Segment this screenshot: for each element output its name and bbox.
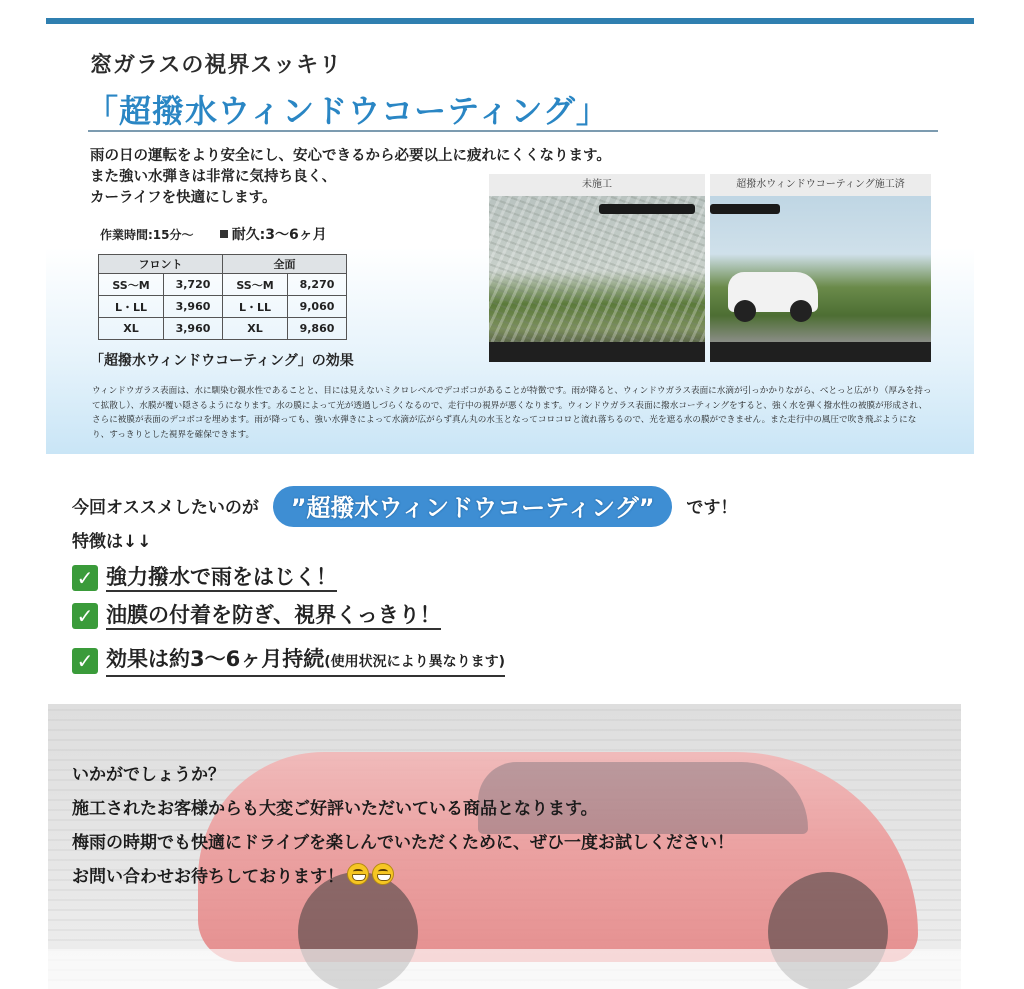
- feature-item: [72, 600, 441, 632]
- intro-line: また強い水弾きは非常に気持ち良く、: [90, 169, 337, 185]
- checkmark-icon: ✓: [72, 603, 98, 629]
- closing-line: いかがでしょうか？: [72, 765, 225, 785]
- price-cell: 9,060: [288, 296, 347, 318]
- work-time: 作業時間:15分～: [100, 228, 194, 242]
- table-row: [99, 296, 347, 318]
- wheel: [734, 300, 756, 322]
- closing-line: 施工されたお客様からも大変ご好評いただいている商品となります。: [72, 799, 598, 819]
- size-cell: SS～M: [99, 274, 164, 296]
- feature-text: 強力撥水で雨をはじく！: [106, 564, 337, 592]
- intro-line: 雨の日の運転をより安全にし、安心できるから必要以上に疲れにくくなります。: [90, 148, 611, 164]
- features-heading: 特徴は↓↓: [72, 532, 152, 552]
- road: [48, 949, 961, 989]
- recommendation-line: [72, 486, 737, 527]
- before-label: 未施工: [489, 174, 705, 196]
- price-cell: 3,720: [164, 274, 223, 296]
- price-table-header: [99, 255, 347, 274]
- car-photo-panel: [48, 704, 961, 989]
- column-header-all: 全面: [223, 255, 347, 274]
- size-cell: XL: [223, 318, 288, 340]
- intro-line: カーライフを快適にします。: [90, 190, 277, 206]
- feature-text: 油膜の付着を防ぎ、視界くっきり！: [106, 602, 441, 630]
- size-cell: L・LL: [223, 296, 288, 318]
- closing-line: お問い合わせお待ちしております！: [72, 867, 344, 887]
- feature-text: [106, 646, 505, 677]
- rearview-mirror: [710, 204, 780, 214]
- feature-item: [72, 645, 505, 677]
- size-cell: L・LL: [99, 296, 164, 318]
- wheel: [790, 300, 812, 322]
- after-photo: [710, 196, 931, 362]
- closing-line: 梅雨の時期でも快適にドライブを楽しんでいただくために、ぜひ一度お試しください！: [72, 833, 734, 853]
- service-meta: [100, 224, 327, 244]
- flyer-headline: 「超撥水ウィンドウコーティング」: [86, 92, 609, 130]
- price-cell: 3,960: [164, 296, 223, 318]
- before-photo: [489, 196, 705, 362]
- square-bullet-icon: [220, 230, 228, 238]
- table-row: [99, 274, 347, 296]
- price-cell: 8,270: [288, 274, 347, 296]
- flyer-subtitle: 窓ガラスの視界スッキリ: [90, 53, 343, 78]
- effect-title: 「超撥水ウィンドウコーティング」の効果: [90, 353, 354, 369]
- after-label: 超撥水ウィンドウコーティング施工済: [710, 174, 931, 196]
- column-header-front: フロント: [99, 255, 223, 274]
- closing-line-wrap: [72, 860, 734, 894]
- feature-note: (使用状況により異なります): [324, 653, 506, 670]
- table-row: [99, 318, 347, 340]
- effect-description: ウィンドウガラス表面は、水に馴染む親水性であることと、目には見えないミクロレベルでデコボコがあることが特徴です。雨が降ると、ウィンドウガラス表面に水滴が引っかかりながら、べとっと広がり（厚みを持って拡散し）、水膜が覆い隠さるようになります。水の膜によって光が透過しづらくなるので、走行中の視界が悪くなります。ウィンドウガラス表面に撥水コーティングをすると、強く水を弾く撥水性の被膜が形成され、さらに被膜が表面のデコボコを埋めます。雨が降っても、強い水弾きによって水滴が広がらず真ん丸の水玉となってコロコロと流れ落ちるので、光を遮る水の膜ができません。また走行中の風圧で吹き飛ぶようになり、すっきりとした視界を確保できます。: [92, 386, 932, 440]
- feature-item: [72, 562, 337, 594]
- size-cell: XL: [99, 318, 164, 340]
- rec-suffix: です！: [686, 498, 738, 518]
- feature-main: 効果は約3～6ヶ月持続: [106, 646, 325, 671]
- rearview-mirror: [599, 204, 695, 214]
- product-name-badge: ”超撥水ウィンドウコーティング”: [273, 486, 673, 527]
- dashboard: [710, 342, 931, 362]
- checkmark-icon: ✓: [72, 565, 98, 591]
- coating-flyer: [46, 18, 974, 454]
- before-after-photos: [489, 174, 931, 364]
- grinning-face-icon: [372, 863, 394, 885]
- headline-divider: [88, 130, 938, 132]
- price-cell: 3,960: [164, 318, 223, 340]
- grinning-face-icon: [347, 863, 369, 885]
- price-table: [98, 254, 347, 340]
- closing-message: [72, 758, 734, 894]
- rec-prefix: 今回オススメしたいのが: [72, 498, 259, 518]
- durability-text: 耐久:3～6ヶ月: [231, 227, 327, 243]
- size-cell: SS～M: [223, 274, 288, 296]
- price-cell: 9,860: [288, 318, 347, 340]
- dashboard: [489, 342, 705, 362]
- checkmark-icon: ✓: [72, 648, 98, 674]
- durability-badge: [220, 227, 327, 243]
